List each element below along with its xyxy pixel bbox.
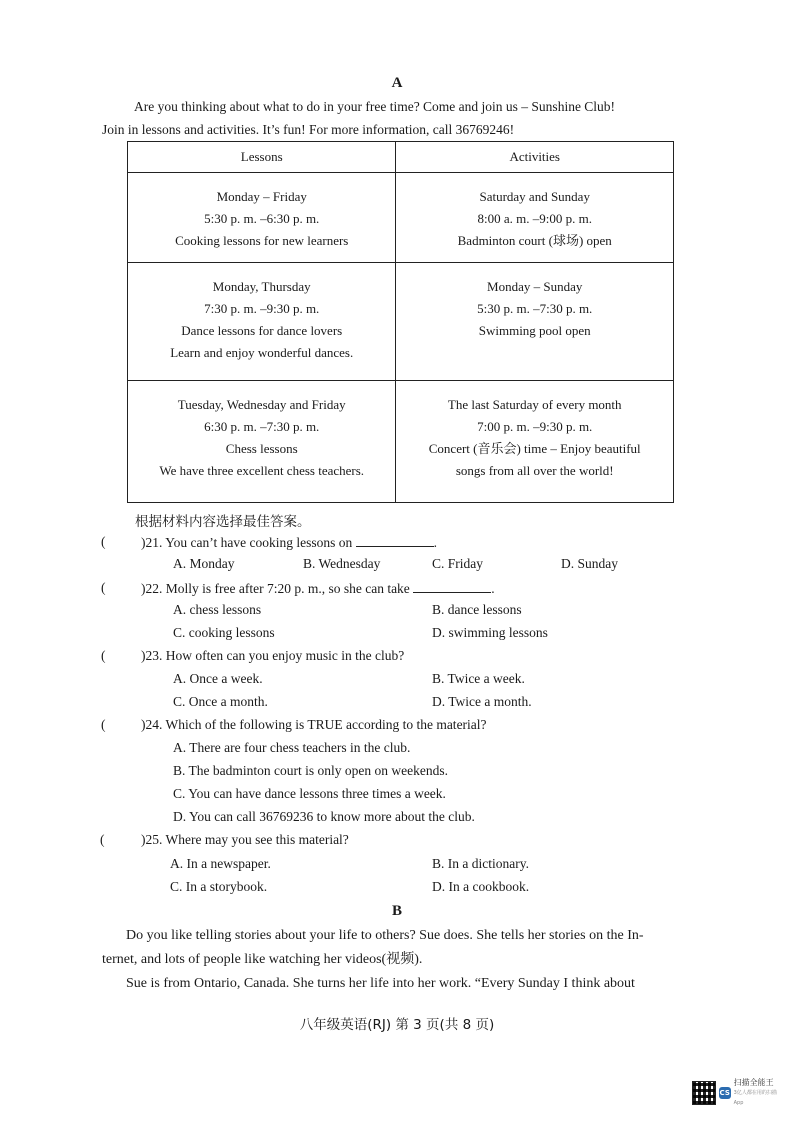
cell-line: 7:30 p. m. –9:30 p. m. <box>204 301 320 316</box>
page-footer: 八年级英语(RJ) 第 3 页(共 8 页) <box>299 1017 495 1033</box>
cell-line: Swimming pool open <box>478 323 591 338</box>
option-c[interactable]: C. Friday <box>432 556 484 571</box>
stem-text: )21. You can’t have cooking lessons on <box>141 535 353 550</box>
stem-text: )24. Which of the following is TRUE according to the material? <box>141 717 487 732</box>
para-line: ternet, and lots of people like watching her videos(视频). <box>102 952 423 967</box>
cell-line: Chess lessons <box>225 441 298 456</box>
para-line: Do you like telling stories about your life to others? Sue does. She tells her stories on the In- <box>126 928 644 943</box>
answer-paren-open: ( <box>101 534 106 549</box>
table-header-row <box>128 142 674 173</box>
option-a[interactable]: A. Monday <box>173 556 235 571</box>
table-row <box>128 173 674 263</box>
answer-paren-open: ( <box>101 580 106 595</box>
header-activities: Activities <box>396 142 674 173</box>
lesson-cell <box>128 173 396 263</box>
lesson-cell <box>128 263 396 381</box>
qr-code-icon <box>692 1081 716 1105</box>
option-d[interactable]: D. In a cookbook. <box>432 879 530 894</box>
option-d[interactable]: D. Sunday <box>561 556 618 571</box>
option-a[interactable]: A. Once a week. <box>173 671 263 686</box>
stem-end: . <box>433 535 437 550</box>
cell-line: We have three excellent chess teachers. <box>159 463 365 478</box>
option-d[interactable]: D. Twice a month. <box>432 694 532 709</box>
cell-line: The last Saturday of every month <box>447 397 622 412</box>
table-row <box>128 263 674 381</box>
section-b-title: B <box>391 903 402 919</box>
option-d[interactable]: D. You can call 36769236 to know more about the club. <box>173 809 475 824</box>
cell-line: Monday – Friday <box>216 189 307 204</box>
option-b[interactable]: B. In a dictionary. <box>432 856 529 871</box>
header-lessons: Lessons <box>128 142 396 173</box>
option-b[interactable]: B. The badminton court is only open on weekends. <box>173 763 448 778</box>
cell-line: 5:30 p. m. –6:30 p. m. <box>204 211 320 226</box>
section-a-title: A <box>391 75 403 91</box>
section-b-paragraph-1 <box>102 924 702 972</box>
instruction-text: 根据材料内容选择最佳答案。 <box>135 514 311 529</box>
scanner-logo-icon: CS <box>719 1089 730 1097</box>
cell-line: Tuesday, Wednesday and Friday <box>177 397 346 412</box>
scanner-app-name: 扫描全能王 <box>733 1078 774 1087</box>
option-b[interactable]: B. Twice a week. <box>432 671 525 686</box>
para-line: Sue is from Ontario, Canada. She turns her life into her work. “Every Sunday I think about <box>126 976 635 991</box>
option-b[interactable]: B. dance lessons <box>432 602 522 617</box>
cell-line: Monday, Thursday <box>212 279 311 294</box>
cell-line: Saturday and Sunday <box>479 189 590 204</box>
cell-line: 6:30 p. m. –7:30 p. m. <box>204 419 320 434</box>
stem-text: )25. Where may you see this material? <box>141 832 349 847</box>
cell-line: 7:00 p. m. –9:30 p. m. <box>477 419 593 434</box>
answer-paren-open: ( <box>101 648 106 663</box>
table-row <box>128 381 674 503</box>
schedule-table <box>127 141 674 503</box>
option-a[interactable]: A. There are four chess teachers in the club. <box>173 740 411 755</box>
option-d[interactable]: D. swimming lessons <box>432 625 548 640</box>
stem-text: )23. How often can you enjoy music in the club? <box>141 648 405 663</box>
cell-line: Learn and enjoy wonderful dances. <box>170 345 354 360</box>
lesson-cell <box>128 381 396 503</box>
activity-cell <box>396 381 674 503</box>
scanner-watermark-text <box>734 1078 786 1108</box>
option-b[interactable]: B. Wednesday <box>303 556 381 571</box>
activity-cell <box>396 263 674 381</box>
answer-paren-open: ( <box>100 832 105 847</box>
activity-cell <box>396 173 674 263</box>
stem-text: )22. Molly is free after 7:20 p. m., so she can take <box>141 581 410 596</box>
section-b-paragraph-2 <box>102 972 702 996</box>
question-stem <box>141 534 437 551</box>
cell-line: Monday – Sunday <box>487 279 583 294</box>
option-c[interactable]: C. In a storybook. <box>170 879 268 894</box>
intro-line-2: Join in lessons and activities. It’s fun! For more information, call 36769246! <box>102 122 515 137</box>
option-a[interactable]: A. In a newspaper. <box>170 856 271 871</box>
option-c[interactable]: C. cooking lessons <box>173 625 275 640</box>
answer-blank[interactable] <box>413 580 491 593</box>
question-stem <box>141 580 495 597</box>
cell-line: Cooking lessons for new learners <box>175 233 349 248</box>
cell-line: 8:00 a. m. –9:00 p. m. <box>477 211 592 226</box>
scanner-app-slogan: 3亿人都在用的扫描App <box>733 1090 777 1106</box>
cell-line: Concert (音乐会) time – Enjoy beautiful <box>428 441 641 456</box>
scanner-watermark <box>692 1080 786 1106</box>
intro-line-1: Are you thinking about what to do in your free time? Come and join us – Sunshine Club! <box>134 99 616 114</box>
cell-line: 5:30 p. m. –7:30 p. m. <box>477 301 593 316</box>
section-a-intro <box>102 95 702 141</box>
stem-end: . <box>491 581 495 596</box>
answer-blank[interactable] <box>356 534 434 547</box>
option-a[interactable]: A. chess lessons <box>173 602 262 617</box>
cell-line: Dance lessons for dance lovers <box>181 323 343 338</box>
option-c[interactable]: C. Once a month. <box>173 694 268 709</box>
cell-line: songs from all over the world! <box>455 463 614 478</box>
answer-paren-open: ( <box>101 717 106 732</box>
cell-line: Badminton court (球场) open <box>457 233 612 248</box>
option-c[interactable]: C. You can have dance lessons three times a week. <box>173 786 446 801</box>
